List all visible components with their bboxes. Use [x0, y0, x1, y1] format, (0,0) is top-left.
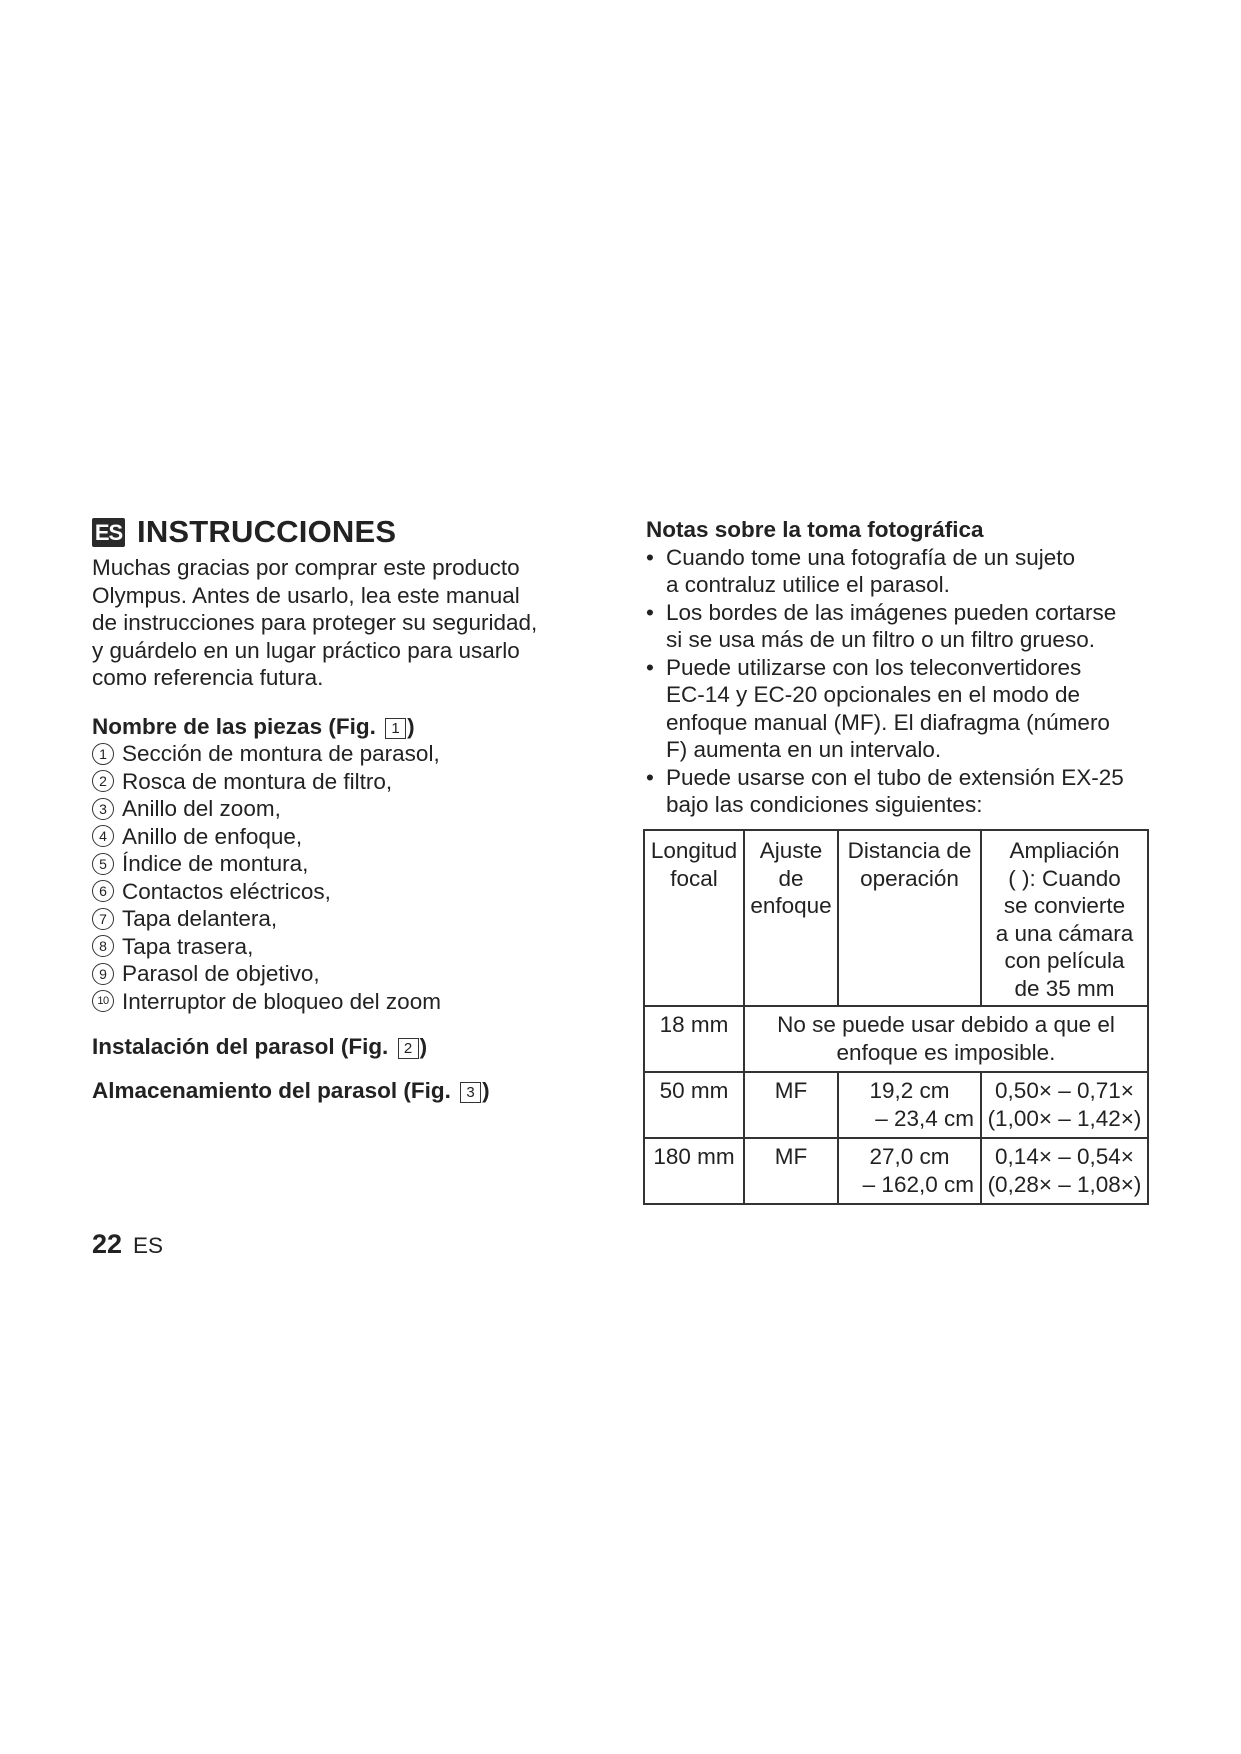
header-focus-setting [744, 830, 838, 1006]
bullet-line: a contraluz utilice el parasol. [666, 572, 950, 597]
bullet-icon: • [646, 764, 654, 790]
storage-heading [92, 1077, 592, 1105]
part-label: Índice de montura, [122, 851, 309, 876]
circled-number: 2 [92, 770, 114, 792]
cell-magnification [981, 1072, 1148, 1138]
header-focal-length [644, 830, 744, 1006]
cell-focal: 18 mm [644, 1006, 744, 1072]
cell-focus: MF [744, 1138, 838, 1204]
part-label: Anillo de enfoque, [122, 823, 303, 849]
cell-focus: MF [744, 1072, 838, 1138]
bullet-text [666, 764, 1166, 819]
install-heading [92, 1033, 592, 1061]
header-line: de [778, 865, 804, 891]
figure-ref-box: 2 [398, 1038, 419, 1059]
circled-number: 4 [92, 825, 114, 847]
list-item [646, 654, 1166, 764]
header-line: de 35 mm [1014, 975, 1115, 1001]
note-line: enfoque es imposible. [836, 1039, 1056, 1065]
header-line: Distancia de [847, 838, 972, 863]
magnification: 0,50× – 0,71× [995, 1078, 1134, 1103]
page-title: INSTRUCCIONES [137, 514, 397, 549]
table-row [644, 1138, 1148, 1204]
distance-from: 19,2 cm [869, 1078, 950, 1103]
extension-tube-table [643, 829, 1149, 1205]
part-label: Tapa trasera, [122, 933, 254, 959]
parts-list [92, 740, 592, 1015]
circled-number: 1 [92, 743, 114, 765]
magnification: 0,14× – 0,54× [995, 1144, 1134, 1169]
list-item [646, 764, 1166, 819]
magnification-35mm: (1,00× – 1,42×) [987, 1105, 1142, 1131]
parts-heading [92, 713, 592, 741]
list-item [92, 933, 592, 961]
bullet-text [666, 599, 1166, 654]
cell-not-usable-note [744, 1006, 1148, 1072]
page-footer [92, 1229, 163, 1260]
bullet-line: Puede usarse con el tubo de extensión EX-25 [666, 764, 1124, 790]
distance-to: – 23,4 cm [875, 1105, 974, 1131]
list-item [92, 878, 592, 906]
bullet-line: bajo las condiciones siguientes: [666, 792, 983, 817]
cell-focal: 50 mm [644, 1072, 744, 1138]
header-line: Longitud [650, 838, 738, 863]
bullet-line: enfoque manual (MF). El diafragma (número [666, 709, 1110, 735]
intro-line: Muchas gracias por comprar este producto [92, 555, 520, 580]
table-row [644, 1072, 1148, 1138]
part-label: Contactos eléctricos, [122, 878, 331, 904]
part-label: Interruptor de bloqueo del zoom [122, 988, 441, 1014]
left-column [92, 512, 592, 1104]
header-line: enfoque [750, 893, 832, 918]
intro-paragraph [92, 554, 592, 692]
install-heading-close: ) [419, 1034, 428, 1059]
circled-number: 3 [92, 798, 114, 820]
notes-list [646, 544, 1166, 819]
list-item [92, 823, 592, 851]
circled-number: 10 [92, 990, 114, 1012]
figure-ref-box: 1 [385, 718, 406, 739]
circled-number: 6 [92, 880, 114, 902]
note-line: No se puede usar debido a que el [777, 1012, 1115, 1037]
header-line: operación [860, 865, 959, 891]
header-magnification [981, 830, 1148, 1006]
bullet-text [666, 654, 1166, 764]
notes-heading: Notas sobre la toma fotográfica [646, 517, 984, 542]
cell-focal: 180 mm [644, 1138, 744, 1204]
right-column [646, 516, 1166, 819]
bullet-line: F) aumenta en un intervalo. [666, 737, 942, 762]
header-line: con película [1004, 948, 1125, 973]
distance-to: – 162,0 cm [862, 1171, 974, 1197]
header-line: se convierte [1003, 893, 1126, 918]
list-item [646, 544, 1166, 599]
table-row [644, 1006, 1148, 1072]
intro-line: Olympus. Antes de usarlo, lea este manual [92, 582, 520, 608]
header-line: a una cámara [995, 920, 1134, 946]
part-label: Tapa delantera, [122, 906, 278, 931]
header-line: ( ): Cuando [1008, 865, 1121, 891]
list-item [92, 795, 592, 823]
cell-distance [838, 1138, 981, 1204]
storage-heading-text: Almacenamiento del parasol (Fig. [92, 1077, 458, 1103]
list-item [92, 740, 592, 768]
list-item [92, 988, 592, 1016]
part-label: Parasol de objetivo, [122, 961, 320, 986]
list-item [92, 960, 592, 988]
figure-ref-box: 3 [460, 1082, 481, 1103]
cell-distance [838, 1072, 981, 1138]
parts-heading-close: ) [407, 713, 415, 739]
list-item [92, 905, 592, 933]
intro-line: como referencia futura. [92, 665, 324, 690]
header-working-distance [838, 830, 981, 1006]
list-item [92, 768, 592, 796]
cell-magnification [981, 1138, 1148, 1204]
distance-from: 27,0 cm [869, 1144, 950, 1169]
part-label: Rosca de montura de filtro, [122, 768, 393, 794]
header-line: Ampliación [1009, 838, 1120, 863]
bullet-line: Cuando tome una fotografía de un sujeto [666, 544, 1076, 570]
bullet-icon: • [646, 599, 654, 625]
intro-line: de instrucciones para proteger su seguridad, [92, 610, 538, 635]
bullet-text [666, 544, 1166, 599]
install-heading-text: Instalación del parasol (Fig. [92, 1034, 395, 1059]
bullet-icon: • [646, 544, 654, 570]
list-item [92, 850, 592, 878]
header-line: focal [670, 865, 718, 891]
language-badge: ES [92, 518, 125, 547]
circled-number: 5 [92, 853, 114, 875]
bullet-line: Puede utilizarse con los teleconvertidores [666, 654, 1082, 680]
parts-heading-text: Nombre de las piezas (Fig. [92, 713, 383, 739]
magnification-35mm: (0,28× – 1,08×) [987, 1171, 1142, 1197]
header-line: Ajuste [759, 838, 823, 863]
circled-number: 9 [92, 963, 114, 985]
bullet-line: EC-14 y EC-20 opcionales en el modo de [666, 682, 1080, 707]
list-item [646, 599, 1166, 654]
circled-number: 8 [92, 935, 114, 957]
intro-line: y guárdelo en un lugar práctico para usarlo [92, 637, 520, 663]
bullet-line: Los bordes de las imágenes pueden cortarse [666, 599, 1117, 625]
storage-heading-close: ) [482, 1077, 490, 1103]
table-header-row [644, 830, 1148, 1006]
page-language: ES [133, 1233, 164, 1258]
part-label: Anillo del zoom, [122, 796, 281, 821]
page-number: 22 [92, 1229, 123, 1259]
part-label: Sección de montura de parasol, [122, 741, 440, 766]
bullet-line: si se usa más de un filtro o un filtro grueso. [666, 627, 1095, 652]
circled-number: 7 [92, 908, 114, 930]
bullet-icon: • [646, 654, 654, 680]
section-title-row [92, 512, 592, 552]
